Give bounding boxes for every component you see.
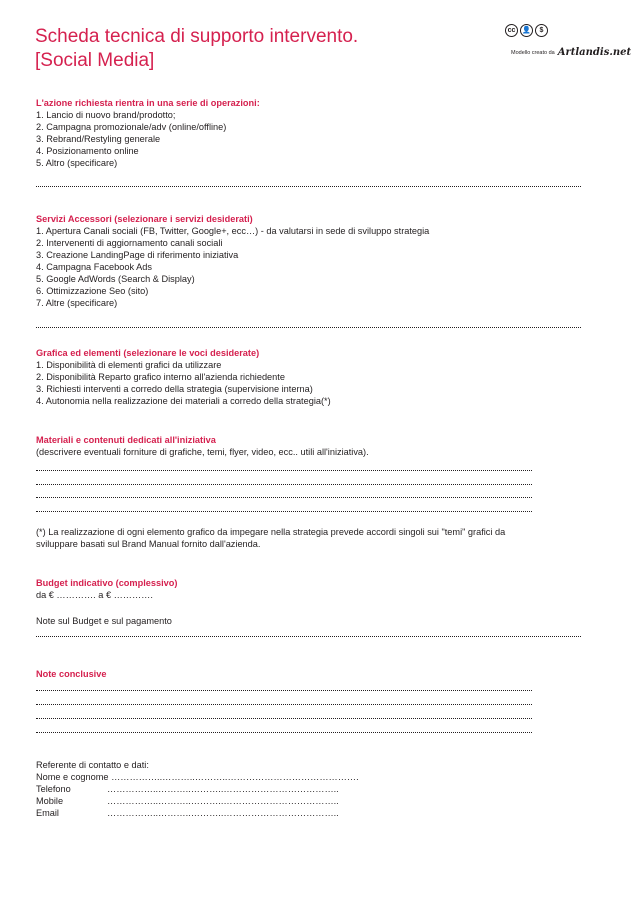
contact-mobile-label: Mobile (36, 796, 64, 806)
operations-heading: L'azione richiesta rientra in una serie di operazioni: (36, 98, 260, 108)
materials-subheading: (descrivere eventuali forniture di grafiche, temi, flyer, video, ecc.. utili all'iniziativa). (36, 447, 369, 457)
operations-item: 2. Campagna promozionale/adv (online/offline) (36, 122, 227, 132)
graphics-heading: Grafica ed elementi (selezionare le voci desiderate) (36, 348, 260, 358)
creative-commons-icon: cc (505, 24, 518, 37)
services-item: 1. Apertura Canali sociali (FB, Twitter, Google+, ecc…) - da valutarsi in sede di sviluppo strategia (36, 226, 430, 236)
materials-section (36, 434, 369, 458)
operations-dotted-line[interactable] (36, 186, 581, 187)
materials-input-line-3[interactable] (36, 497, 532, 498)
operations-section (36, 97, 260, 169)
credit-line (511, 44, 631, 62)
operations-item: 5. Altro (specificare) (36, 158, 118, 168)
services-heading: Servizi Accessori (selezionare i servizi desiderati) (36, 214, 253, 224)
materials-input-line-1[interactable] (36, 470, 532, 471)
services-item: 4. Campagna Facebook Ads (36, 262, 152, 272)
operations-item: 1. Lancio di nuovo brand/prodotto; (36, 110, 176, 120)
materials-input-line-2[interactable] (36, 484, 532, 485)
contact-email-label: Email (36, 808, 59, 818)
contact-heading: Referente di contatto e dati: (36, 760, 149, 770)
budget-heading: Budget indicativo (complessivo) (36, 578, 178, 588)
contact-phone-label: Telefono (36, 784, 71, 794)
contact-section (36, 759, 359, 819)
graphics-item: 3. Richiesti interventi a corredo della strategia (supervisione interna) (36, 384, 313, 394)
contact-email-field[interactable]: ……………..………..………..……………………………….. (107, 808, 339, 818)
contact-phone-field[interactable]: ……………..………..………..……………………………….. (107, 784, 339, 794)
materials-note (36, 526, 505, 550)
graphics-section (36, 347, 331, 407)
contact-name-label: Nome e cognome (36, 772, 109, 782)
conclusions-input-line-2[interactable] (36, 704, 532, 705)
materials-note-line-1: (*) La realizzazione di ogni elemento grafico da impegare nella strategia prevede accordi singoli sui "temi" grafici da (36, 527, 506, 537)
conclusions-input-line-4[interactable] (36, 732, 532, 733)
conclusions-input-line-1[interactable] (36, 690, 532, 691)
graphics-item: 1. Disponibilità di elementi grafici da utilizzare (36, 360, 222, 370)
credit-text: Modello creato da (511, 49, 555, 56)
services-item: 5. Google AdWords (Search & Display) (36, 274, 195, 284)
license-badge (505, 24, 548, 37)
title-line-1: Scheda tecnica di supporto intervento. (35, 26, 359, 47)
materials-heading: Materiali e contenuti dedicati all'iniziativa (36, 435, 216, 445)
contact-name-row (36, 771, 359, 783)
artlandis-logo: Artlandis.net (557, 47, 632, 59)
contact-mobile-row (36, 795, 359, 807)
services-item: 2. Intervenenti di aggiornamento canali sociali (36, 238, 223, 248)
budget-range[interactable]: da € …………. a € …………. (36, 590, 153, 600)
services-section (36, 213, 429, 309)
graphics-item: 2. Disponibilità Reparto grafico interno all'azienda richiedente (36, 372, 285, 382)
noncommercial-icon: $ (535, 24, 548, 37)
graphics-item: 4. Autonomia nella realizzazione dei materiali a corredo della strategia(*) (36, 396, 331, 406)
services-item: 7. Altre (specificare) (36, 298, 118, 308)
operations-item: 4. Posizionamento online (36, 146, 139, 156)
budget-section (36, 577, 177, 601)
services-dotted-line[interactable] (36, 327, 581, 328)
contact-email-row (36, 807, 359, 819)
budget-notes-line[interactable] (36, 636, 581, 637)
operations-item: 3. Rebrand/Restyling generale (36, 134, 161, 144)
contact-name-field[interactable]: ……………..………..………..……………………………………. (111, 772, 359, 782)
document-title (35, 25, 358, 73)
attribution-icon: 👤 (520, 24, 533, 37)
materials-note-line-2: sviluppare basati sul Brand Manual fornito dall'azienda. (36, 539, 261, 549)
services-item: 3. Creazione LandingPage di riferimento iniziativa (36, 250, 239, 260)
materials-input-line-4[interactable] (36, 511, 532, 512)
title-line-2: [Social Media] (35, 50, 155, 71)
services-item: 6. Ottimizzazione Seo (sito) (36, 286, 149, 296)
contact-mobile-field[interactable]: ……………..………..………..……………………………….. (107, 796, 339, 806)
contact-phone-row (36, 783, 359, 795)
conclusions-heading: Note conclusive (36, 669, 107, 679)
budget-notes-label: Note sul Budget e sul pagamento (36, 616, 172, 626)
conclusions-section (36, 668, 106, 680)
conclusions-input-line-3[interactable] (36, 718, 532, 719)
